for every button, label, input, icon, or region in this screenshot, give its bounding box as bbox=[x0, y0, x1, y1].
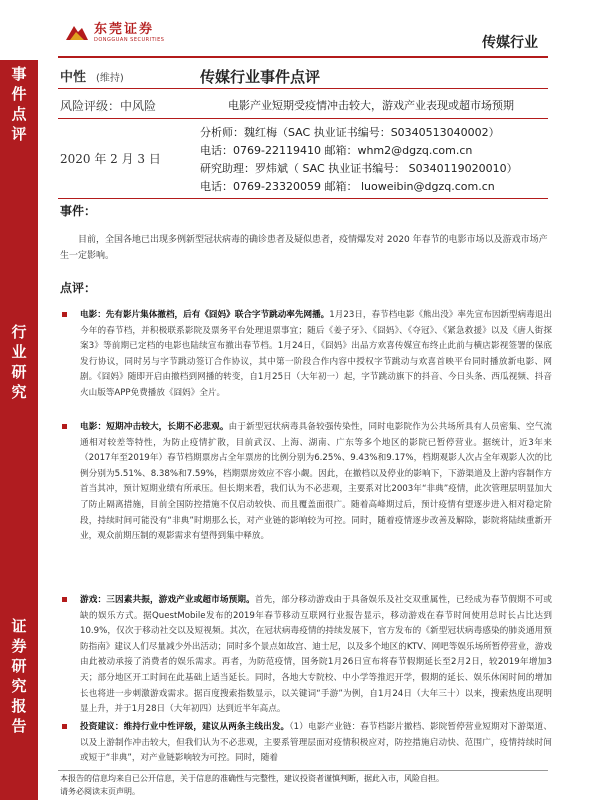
rating-value: 中性 bbox=[60, 70, 87, 85]
bullet-icon bbox=[62, 312, 67, 317]
event-heading: 事件： bbox=[60, 204, 97, 218]
disclaimer-notice: 请务必阅读末页声明。 bbox=[60, 787, 140, 796]
report-date: 2020 年 2 月 3 日 bbox=[60, 152, 161, 166]
analyst-divider bbox=[58, 198, 548, 199]
report-title: 传媒行业事件点评 bbox=[200, 68, 321, 86]
bullet-icon bbox=[62, 724, 67, 729]
rating bbox=[60, 66, 124, 85]
bullet-icon bbox=[62, 597, 67, 602]
item-lead: 投资建议：维持行业中性评级，建议从两条主线出发。 bbox=[80, 722, 290, 732]
brand-logo bbox=[64, 22, 164, 44]
analyst-row: 分析师：魏红梅（SAC 执业证书编号：S0340513040002） bbox=[200, 126, 500, 139]
item-lead: 电影：短期冲击较大，长期不必悲观。 bbox=[80, 422, 229, 432]
report-subtitle: 电影产业短期受疫情冲击较大，游戏产业表现或超市场预期 bbox=[228, 99, 514, 112]
brand-name-en: DONGGUAN SECURITIES bbox=[94, 36, 165, 43]
title-divider bbox=[58, 88, 548, 89]
item-body: 首先，部分移动游戏由于具备娱乐及社交双重属性，已经成为春节假期不可或缺的娱乐方式。据QuestMobile发布的2019年春节移动互联网行业报告显示，移动游戏在春节时间使用总时长占比达到10.9%，仅次于移动社交以及短视频。其次，在冠状病毒疫情的持续发展下，官方发布的《新型冠状病毒感染的肺炎通用预防指南》建议人们尽量减少外出活动；同时多个景点如故宫、迪士尼，以及多个地区的KTV、网吧等娱乐场所暂停营业，游戏由此被动承接了消费者的娱乐需求。再者，为防范疫情，国务院1月26日宣布将春节假期延长至2月2日，较2019年增加3天；部分地区开工时间在此基础上适当延长。同时，各地大专院校、中小学等推迟开学，假期的延长、娱乐休闲时间的增加长也将进一步刺激游戏需求。据百度搜索指数显示，以关键词“手游”为例，自1月24日（大年三十）以来，搜索热度出现明显上升，并于1月28日（大年初四）达到近半年高点。 bbox=[80, 595, 552, 715]
assistant-contact-row: 电话：0769-23320059 邮箱： luoweibin@dgzq.com.cn bbox=[200, 180, 495, 193]
sidebar-label-event-review: 事 件 点 评 bbox=[11, 65, 27, 143]
review-item-investment bbox=[60, 720, 552, 767]
rating-note: (维持) bbox=[96, 73, 124, 84]
brand-name-cn: 东莞证券 bbox=[94, 21, 155, 37]
review-item-film-withdrawal bbox=[60, 308, 552, 402]
footer-divider bbox=[58, 770, 548, 771]
review-item-film-impact bbox=[60, 420, 552, 545]
assistant-row: 研究助理：罗炜斌（ SAC 执业证书编号： S0340119020010） bbox=[200, 162, 518, 175]
disclaimer-text: 本报告的信息均来自已公开信息，关于信息的准确性与完整性，建议投资者谨慎判断，据此入市，风险自担。 bbox=[60, 774, 444, 783]
sidebar-label-industry-research: 行 业 研 究 bbox=[11, 323, 27, 401]
item-body: 1月23日，春节档电影《熊出没》率先宣布因新型病毒退出今年的春节档，并积极联系影院及票务平台处理退票事宜；随后《姜子牙》、《囧妈》、《夺冠》、《紧急救援》以及《唐人街探案3》等前期已定档的电影也陆续宣布撤出春节档。1月24日，《囧妈》出品方欢喜传媒宣布终止此前与横店影视签署的保底发行协议，同时另与字节跳动签订合作协议，其中第一阶段合作内容中授权字节跳动与欢喜首映平台同时播放新电影、网剧。《囧妈》随即开启由撤档到网播的转变，自1月25日（大年初一）起，字节跳动旗下的抖音、今日头条、西瓜视频、抖音火山版等APP免费播放《囧妈》全片。 bbox=[80, 310, 552, 398]
review-item-gaming bbox=[60, 593, 552, 718]
review-heading: 点评： bbox=[60, 281, 97, 295]
risk-rating: 风险评级：中风险 bbox=[60, 99, 157, 113]
item-body: （1）电影产业链：春节档影片撤档、影院暂停营业短期对下游渠道、以及上游制作冲击较大，但我们认为不必悲观，主要系管理层面对疫情积极应对，防控措施启动快、范围广，疫情持续时间或短于“非典”，对产业链影响较为可控。同时，随着 bbox=[80, 722, 552, 764]
item-lead: 电影：先有影片集体撤档，后有《囧妈》联合字节跳动率先网播。 bbox=[80, 310, 330, 320]
item-lead: 游戏：三因素共振，游戏产业或超市场预期。 bbox=[80, 595, 255, 605]
subtitle-divider bbox=[58, 118, 548, 119]
page-footer bbox=[60, 772, 550, 798]
analyst-contact-row: 电话：0769-22119410 邮箱：whm2@dgzq.com.cn bbox=[200, 144, 473, 157]
bullet-icon bbox=[62, 424, 67, 429]
event-text: 目前，全国各地已出现多例新型冠状病毒的确诊患者及疑似患者，疫情爆发对 2020 年春节的电影市场以及游戏市场产生一定影响。 bbox=[60, 235, 548, 261]
analyst-info bbox=[200, 124, 550, 196]
item-body: 由于新型冠状病毒具备较强传染性，同时电影院作为公共场所具有人员密集、空气流通相对较差等特性，为防止疫情扩散，目前武汉、上海、湖南、广东等多个地区的影院已暂停营业。据统计，近3年来（2017年至2019年）春节档期票房占全年票房的比例分别为6.25%、9.43%和9.17%，档期观影人次占全年观影人次的比例分别为5.51%、8.38%和7.59%，档期票房效应不容小觑。因此，在撤档以及停业的影响下，下游渠道及上游内容制作方首当其冲，预计短期业绩有所承压。但长期来看，我们认为不必悲观，主要系对比2003年“非典”疫情，此次管理层明显加大了防止隔离措施，目前全国防控措施不仅启动较快、而且覆盖面很广。随着高峰期过后，预计疫情有望逐步进入相对稳定阶段，持续时间可能没有“非典”时期那么长，对产业链的影响较为可控。同时，随着疫情逐步改善及解除，影院将陆续重新开业，观众前期压制的观影需求有望得到集中释放。 bbox=[80, 422, 552, 542]
brand-logo-icon bbox=[64, 22, 90, 44]
sidebar-label-securities-research-report: 证 券 研 究 报 告 bbox=[11, 617, 27, 735]
header-divider bbox=[58, 56, 548, 58]
sidebar bbox=[0, 60, 38, 800]
industry-tag: 传媒行业 bbox=[482, 35, 538, 51]
page-header bbox=[0, 0, 600, 60]
